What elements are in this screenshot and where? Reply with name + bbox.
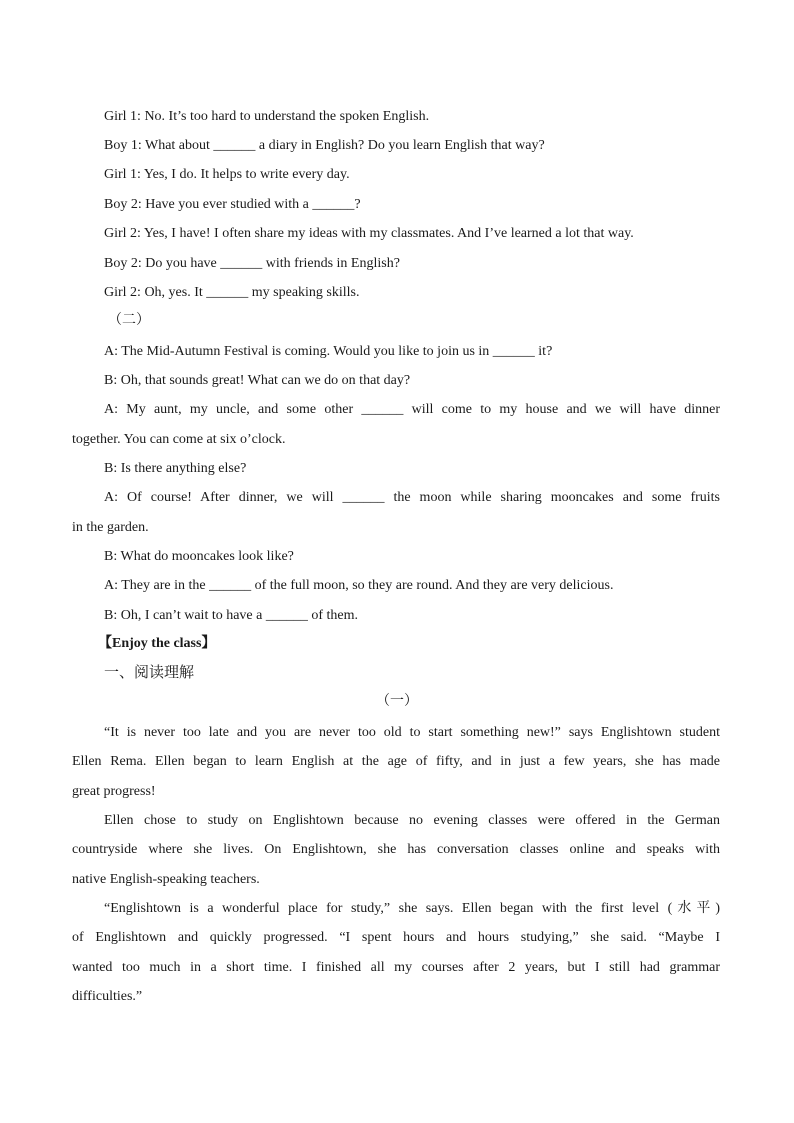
dialogue-line: Girl 1: No. It’s too hard to understand the spoken English.	[104, 109, 430, 124]
dialogue-line: A: Of course! After dinner, we will ______ the moon while sharing mooncakes and some fruits	[104, 490, 720, 505]
dialogue-line: B: What do mooncakes look like?	[104, 549, 294, 564]
passage-line: Ellen chose to study on Englishtown because no evening classes were offered in the German	[104, 813, 720, 828]
dialogue-line: Boy 2: Have you ever studied with a ______?	[104, 197, 361, 212]
passage-line: difficulties.”	[72, 989, 143, 1004]
passage-line: countryside where she lives. On Englishtown, she has conversation classes online and speaks with	[72, 842, 720, 857]
passage-line: great progress!	[72, 784, 156, 799]
dialogue-line: A: My aunt, my uncle, and some other ______ will come to my house and we will have dinner	[104, 402, 720, 417]
dialogue-line: Boy 1: What about ______ a diary in English? Do you learn English that way?	[104, 138, 545, 153]
passage-line: native English-speaking teachers.	[72, 872, 260, 887]
dialogue-line: in the garden.	[72, 520, 149, 535]
passage-line: “It is never too late and you are never too old to start something new!” says Englishtown student	[104, 725, 720, 740]
passage-line: Ellen Rema. Ellen began to learn English at the age of fifty, and in just a few years, she has made	[72, 754, 720, 769]
part-two-marker: （二）	[108, 312, 150, 328]
dialogue-line: Girl 2: Yes, I have! I often share my ideas with my classmates. And I’ve learned a lot that way.	[104, 226, 634, 241]
enjoy-heading: 【Enjoy the class】	[98, 636, 216, 651]
dialogue-line: B: Oh, that sounds great! What can we do on that day?	[104, 373, 411, 388]
dialogue-line: Girl 2: Oh, yes. It ______ my speaking skills.	[104, 285, 360, 300]
passage-line: wanted too much in a short time. I finished all my courses after 2 years, but I still had grammar	[72, 960, 720, 975]
passage-line: of Englishtown and quickly progressed. “I spent hours and hours studying,” she said. “Maybe I	[72, 930, 720, 945]
passage-marker: （一）	[376, 693, 418, 709]
dialogue-line: Girl 1: Yes, I do. It helps to write every day.	[104, 167, 350, 182]
dialogue-line: B: Is there anything else?	[104, 461, 247, 476]
dialogue-line: together. You can come at six o’clock.	[72, 432, 286, 447]
passage-line: “Englishtown is a wonderful place for study,” she says. Ellen began with the first level (水平)	[104, 901, 720, 916]
dialogue-line: A: They are in the ______ of the full moon, so they are round. And they are very delicious.	[104, 578, 614, 593]
reading-heading: 一、阅读理解	[104, 663, 195, 681]
dialogue-line: Boy 2: Do you have ______ with friends in English?	[104, 256, 400, 271]
dialogue-line: B: Oh, I can’t wait to have a ______ of them.	[104, 608, 359, 623]
dialogue-line: A: The Mid-Autumn Festival is coming. Would you like to join us in ______ it?	[104, 344, 553, 359]
